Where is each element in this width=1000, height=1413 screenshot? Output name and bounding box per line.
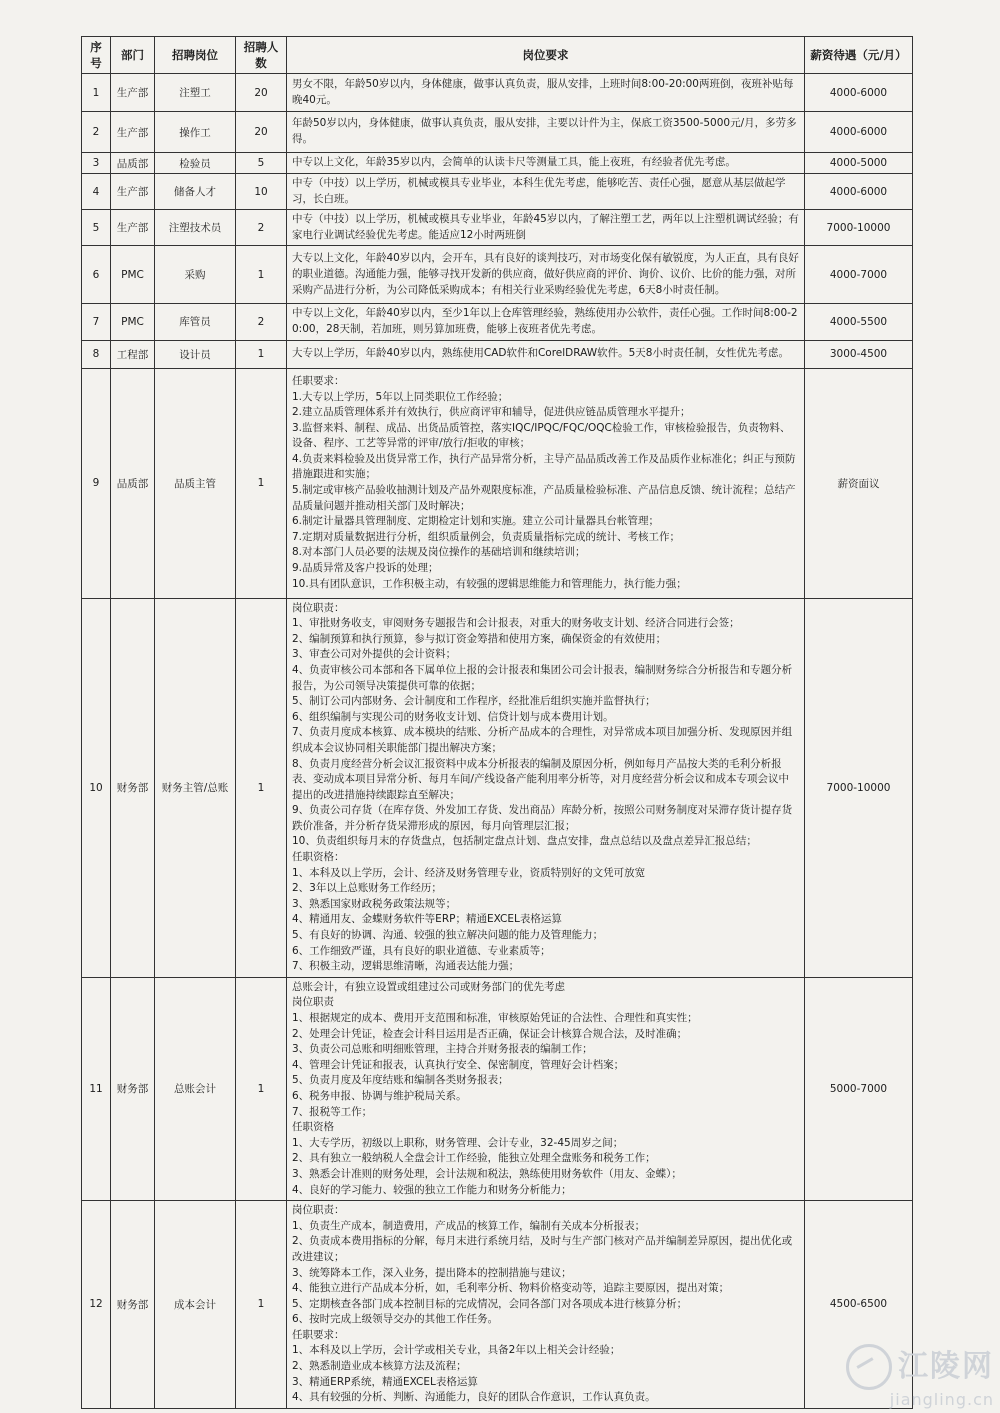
requirement-line: 岗位职责： — [292, 601, 345, 614]
requirement-line: 7、积极主动，逻辑思维清晰，沟通表达能力强； — [292, 960, 520, 973]
table-row — [82, 304, 913, 340]
table-row — [82, 174, 913, 210]
table-body — [82, 74, 913, 1409]
row-department: PMC — [111, 246, 155, 304]
requirement-line: 1.大专以上学历，5年以上同类职位工作经验； — [292, 390, 509, 403]
requirement-line: 6、组织编制与实现公司的财务收支计划、信贷计划与成本费用计划。 — [292, 710, 614, 723]
requirement-line: 2、编制预算和执行预算，参与拟订资金筹措和使用方案，确保资金的有效使用； — [292, 632, 667, 645]
watermark-name: 江陵网 — [898, 1348, 994, 1384]
row-number: 1 — [82, 74, 111, 112]
row-salary: 4500-6500 — [805, 1201, 913, 1409]
requirement-line: 6、工作细致严谨，具有良好的职业道德、专业素质等； — [292, 944, 551, 957]
row-requirements — [287, 74, 805, 112]
row-position: 品质主管 — [155, 368, 236, 598]
row-headcount: 1 — [236, 1201, 287, 1409]
header-department: 部门 — [111, 37, 155, 74]
row-headcount: 2 — [236, 210, 287, 246]
header-headcount: 招聘人数 — [236, 37, 287, 74]
row-position: 设计员 — [155, 340, 236, 368]
requirement-line: 5、定期核查各部门成本控制目标的完成情况，会同各部门对各项成本进行核算分析； — [292, 1297, 688, 1310]
requirement-line: 9、负责公司存货（在库存货、外发加工存货、发出商品）库龄分析，按照公司财务制度对呆滞存货计提存货跌价准备，并分析存货呆滞形成的原因，每月向管理层汇报； — [292, 804, 793, 832]
requirement-line: 4、具有较强的分析、判断、沟通能力，良好的团队合作意识，工作认真负责。 — [292, 1391, 656, 1404]
site-logo-icon — [846, 1344, 892, 1390]
row-number: 11 — [82, 977, 111, 1200]
requirement-line: 10、负责组织每月末的存货盘点，包括制定盘点计划、盘点安排，盘点总结以及盘点差异汇报总结； — [292, 835, 757, 848]
row-number: 12 — [82, 1201, 111, 1409]
requirement-line: 3、熟悉国家财政税务政策法规等； — [292, 897, 457, 910]
requirement-line: 2、具有独立一般纳税人全盘会计工作经验，能独立处理全盘账务和税务工作； — [292, 1152, 656, 1165]
table-row — [82, 246, 913, 304]
row-headcount: 10 — [236, 174, 287, 210]
row-salary: 4000-5000 — [805, 153, 913, 174]
requirement-line: 5、有良好的协调、沟通、较强的独立解决问题的能力及管理能力； — [292, 929, 604, 942]
row-number: 2 — [82, 112, 111, 153]
row-headcount: 1 — [236, 246, 287, 304]
requirement-line: 2、处理会计凭证，检查会计科目运用是否正确，保证会计核算合规合法，及时准确； — [292, 1027, 688, 1040]
requirement-line: 2、负责成本费用指标的分解，每月末进行系统月结，及时与生产部门核对产品并编制差异原因，提出优化或改进建议； — [292, 1235, 793, 1263]
table-row — [82, 74, 913, 112]
row-headcount: 20 — [236, 112, 287, 153]
row-headcount: 1 — [236, 598, 287, 977]
requirement-line: 中专以上文化，年龄35岁以内，会简单的认读卡尺等测量工具，能上夜班，有经验者优先考虑。 — [292, 156, 736, 169]
row-position: 检验员 — [155, 153, 236, 174]
requirement-line: 1、审批财务收支，审阅财务专题报告和会计报表，对重大的财务收支计划、经济合同进行会签； — [292, 617, 740, 630]
row-number: 4 — [82, 174, 111, 210]
row-position: 注塑工 — [155, 74, 236, 112]
requirement-line: 4、管理会计凭证和报表，认真执行安全、保密制度，管理好会计档案； — [292, 1058, 625, 1071]
requirement-line: 1、本科及以上学历，会计、经济及财务管理专业，资质特别好的文凭可放宽 — [292, 866, 646, 879]
row-department: 财务部 — [111, 598, 155, 977]
row-requirements — [287, 174, 805, 210]
row-requirements — [287, 1201, 805, 1409]
requirement-line: 6.制定计量器具管理制度、定期检定计划和实施。建立公司计量器具台帐管理； — [292, 515, 660, 528]
requirement-line: 4.负责来料检验及出货异常工作，执行产品异常分析，主导产品品质改善工作及品质作业标准化；纠正与预防措施跟进和实施； — [292, 452, 796, 481]
table-row — [82, 368, 913, 598]
requirement-line: 4、精通用友、金蝶财务软件等ERP；精通EXCEL表格运算 — [292, 913, 562, 926]
row-salary: 4000-6000 — [805, 74, 913, 112]
header-requirements: 岗位要求 — [287, 37, 805, 74]
row-salary: 4000-5500 — [805, 304, 913, 340]
row-requirements — [287, 304, 805, 340]
row-department: 品质部 — [111, 153, 155, 174]
table-header-row — [82, 37, 913, 74]
table-row — [82, 977, 913, 1200]
requirement-line: 中专（中技）以上学历，机械或模具专业毕业，本科生优先考虑，能够吃苦、责任心强，愿意从基层做起学习，长白班。 — [292, 177, 786, 205]
row-position: 采购 — [155, 246, 236, 304]
requirement-line: 中专以上文化，年龄40岁以内，至少1年以上仓库管理经验，熟练使用办公软件，责任心强。工作时间8:00-20:00，28天制，若加班，则另算加班费，能够上夜班者优先考虑。 — [292, 307, 798, 335]
table-row — [82, 112, 913, 153]
row-headcount: 5 — [236, 153, 287, 174]
requirement-line: 岗位职责 — [292, 996, 334, 1009]
requirement-line: 任职资格 — [292, 1121, 334, 1134]
requirement-line: 岗位职责： — [292, 1204, 345, 1217]
requirement-line: 1、本科及以上学历，会计学或相关专业，具备2年以上相关会计经验； — [292, 1344, 621, 1357]
site-watermark — [846, 1341, 994, 1410]
requirement-line: 6、税务申报、协调与维护税局关系。 — [292, 1089, 467, 1102]
row-department: 生产部 — [111, 74, 155, 112]
requirement-line: 4、能独立进行产品成本分析，如，毛利率分析、物料价格变动等，追踪主要原因，提出对策； — [292, 1282, 730, 1295]
requirement-line: 总账会计，有独立设置或组建过公司或财务部门的优先考虑 — [292, 980, 565, 993]
row-number: 10 — [82, 598, 111, 977]
requirement-line: 8.对本部门人员必要的法规及岗位操作的基础培训和继续培训； — [292, 546, 586, 559]
requirement-line: 10.具有团队意识，工作积极主动，有较强的逻辑思维能力和管理能力，执行能力强； — [292, 577, 687, 590]
row-position: 注塑技术员 — [155, 210, 236, 246]
requirement-line: 6、按时完成上级领导交办的其他工作任务。 — [292, 1313, 499, 1326]
table-row — [82, 598, 913, 977]
header-position: 招聘岗位 — [155, 37, 236, 74]
row-department: 生产部 — [111, 174, 155, 210]
table-row — [82, 210, 913, 246]
requirement-line: 2.建立品质管理体系并有效执行，供应商评审和辅导，促进供应链品质管理水平提升； — [292, 406, 691, 419]
row-requirements — [287, 340, 805, 368]
row-requirements — [287, 210, 805, 246]
row-number: 6 — [82, 246, 111, 304]
requirement-line: 7、负责月度成本核算、成本模块的结账、分析产品成本的合理性，对异常成本项目加强分析、发现原因并组织成本会议协同相关职能部门提出解决方案； — [292, 726, 793, 754]
row-number: 9 — [82, 368, 111, 598]
requirement-line: 任职要求： — [292, 1328, 345, 1341]
requirement-line: 男女不限，年龄50岁以内，身体健康，做事认真负责，服从安排，上班时间8:00-20:00两班倒，夜班补贴每晚40元。 — [292, 77, 794, 106]
requirement-line: 3、熟悉会计准则的财务处理，会计法规和税法，熟练使用财务软件（用友、金蝶）； — [292, 1167, 682, 1180]
requirement-line: 9.品质异常及客户投诉的处理； — [292, 562, 439, 575]
row-position: 操作工 — [155, 112, 236, 153]
requirement-line: 中专（中技）以上学历，机械或模具专业毕业，年龄45岁以内，了解注塑工艺，两年以上注塑机调试经验；有家电行业调试经验优先考虑。能适应12小时两班倒 — [292, 213, 799, 241]
row-salary: 4000-6000 — [805, 112, 913, 153]
row-salary: 7000-10000 — [805, 210, 913, 246]
row-position: 库管员 — [155, 304, 236, 340]
requirement-line: 1、负责生产成本，制造费用，产成品的核算工作，编制有关成本分析报表； — [292, 1219, 646, 1232]
requirement-line: 年龄50岁以内，身体健康，做事认真负责，服从安排，主要以计件为主，保底工资3500-5000元/月，多劳多得。 — [292, 117, 797, 145]
requirement-line: 3、统筹降本工作，深入业务，提出降本的控制措施与建议； — [292, 1266, 572, 1279]
row-position: 成本会计 — [155, 1201, 236, 1409]
row-requirements — [287, 246, 805, 304]
requirement-line: 3、精通ERP系统，精通EXCEL表格运算 — [292, 1375, 478, 1388]
requirement-line: 2、熟悉制造业成本核算方法及流程； — [292, 1360, 467, 1373]
row-department: 财务部 — [111, 977, 155, 1200]
row-headcount: 2 — [236, 304, 287, 340]
row-number: 3 — [82, 153, 111, 174]
row-requirements — [287, 598, 805, 977]
row-salary: 4000-6000 — [805, 174, 913, 210]
row-department: 生产部 — [111, 210, 155, 246]
row-number: 8 — [82, 340, 111, 368]
requirement-line: 3、负责公司总账和明细账管理，主持合并财务报表的编制工作； — [292, 1043, 593, 1056]
row-position: 总账会计 — [155, 977, 236, 1200]
row-department: PMC — [111, 304, 155, 340]
row-department: 财务部 — [111, 1201, 155, 1409]
row-requirements — [287, 112, 805, 153]
requirement-line: 任职资格： — [292, 851, 345, 864]
row-position: 储备人才 — [155, 174, 236, 210]
row-requirements — [287, 977, 805, 1200]
requirement-line: 任职要求： — [292, 374, 345, 387]
table-row — [82, 1201, 913, 1409]
watermark-domain: jiangling.cn — [889, 1390, 994, 1409]
requirement-line: 3.监督来料、制程、成品、出货品质管控，落实IQC/IPQC/FQC/OQC检验工作，审核检验报告，负责物料、设备、程序、工艺等异常的评审/放行/拒收的审核； — [292, 421, 791, 450]
row-headcount: 1 — [236, 340, 287, 368]
requirement-line: 4、良好的学习能力、较强的独立工作能力和财务分析能力； — [292, 1183, 572, 1196]
row-salary: 4000-7000 — [805, 246, 913, 304]
row-headcount: 20 — [236, 74, 287, 112]
requirement-line: 4、负责审核公司本部和各下属单位上报的会计报表和集团公司会计报表，编制财务综合分析报告和专题分析报告，为公司领导决策提供可靠的依据； — [292, 663, 793, 692]
requirement-line: 1、根据规定的成本、费用开支范围和标准，审核原始凭证的合法性、合理性和真实性； — [292, 1012, 698, 1024]
recruitment-table — [81, 36, 913, 1409]
row-salary: 5000-7000 — [805, 977, 913, 1200]
requirement-line: 8、负责月度经营分析会议汇报资料中成本分析报表的编制及原因分析，例如每月产品按大类的毛利分析报表、变动成本项目异常分析、每月车间/产线设备产能利用率分析等，对月度经营分析会议和成本专项会议中提出的改进措施持续跟踪直至解决； — [292, 757, 790, 801]
requirement-line: 大专以上学历，年龄40岁以内，熟练使用CAD软件和CorelDRAW软件。5天8小时责任制，女性优先考虑。 — [292, 347, 789, 360]
requirement-line: 7.定期对质量数据进行分析，组织质量例会，负责质量指标完成的统计、考核工作； — [292, 530, 681, 543]
requirement-line: 5.制定或审核产品验收抽测计划及产品外观限度标准，产品质量检验标准、产品信息反馈、统计流程；总结产品质量问题并推动相关部门及时解决； — [292, 484, 796, 512]
row-requirements — [287, 153, 805, 174]
row-department: 工程部 — [111, 340, 155, 368]
header-number: 序号 — [82, 37, 111, 74]
row-salary: 薪资面议 — [805, 368, 913, 598]
row-department: 品质部 — [111, 368, 155, 598]
table-row — [82, 340, 913, 368]
row-salary: 7000-10000 — [805, 598, 913, 977]
requirement-line: 3、审查公司对外提供的会计资料； — [292, 648, 457, 661]
row-number: 7 — [82, 304, 111, 340]
row-department: 生产部 — [111, 112, 155, 153]
requirement-line: 大专以上文化，年龄40岁以内，会开车，具有良好的谈判技巧，对市场变化保有敏锐度，为人正直，具有良好的职业道德。沟通能力强，能够寻找开发新的供应商，做好供应商的评价、询价、议价、比价的能力强，对所采购产品进行分析，为公司降低采购成本；有相关行业采购经验优先考虑，6天8小时责任制。 — [292, 252, 799, 296]
requirement-line: 5、制订公司内部财务、会计制度和工作程序，经批准后组织实施并监督执行； — [292, 695, 656, 708]
row-salary: 3000-4500 — [805, 340, 913, 368]
row-headcount: 1 — [236, 977, 287, 1200]
table-row — [82, 153, 913, 174]
row-headcount: 1 — [236, 368, 287, 598]
row-number: 5 — [82, 210, 111, 246]
requirement-line: 2、3年以上总账财务工作经历； — [292, 882, 442, 895]
requirement-line: 5、负责月度及年度结账和编制各类财务报表； — [292, 1074, 509, 1087]
recruitment-sheet — [81, 36, 912, 1409]
requirement-line: 7、报税等工作； — [292, 1105, 373, 1118]
header-salary: 薪资待遇（元/月） — [805, 37, 913, 74]
row-requirements — [287, 368, 805, 598]
row-position: 财务主管/总账 — [155, 598, 236, 977]
requirement-line: 1、大专学历，初级以上职称，财务管理、会计专业，32-45周岁之间； — [292, 1136, 624, 1149]
